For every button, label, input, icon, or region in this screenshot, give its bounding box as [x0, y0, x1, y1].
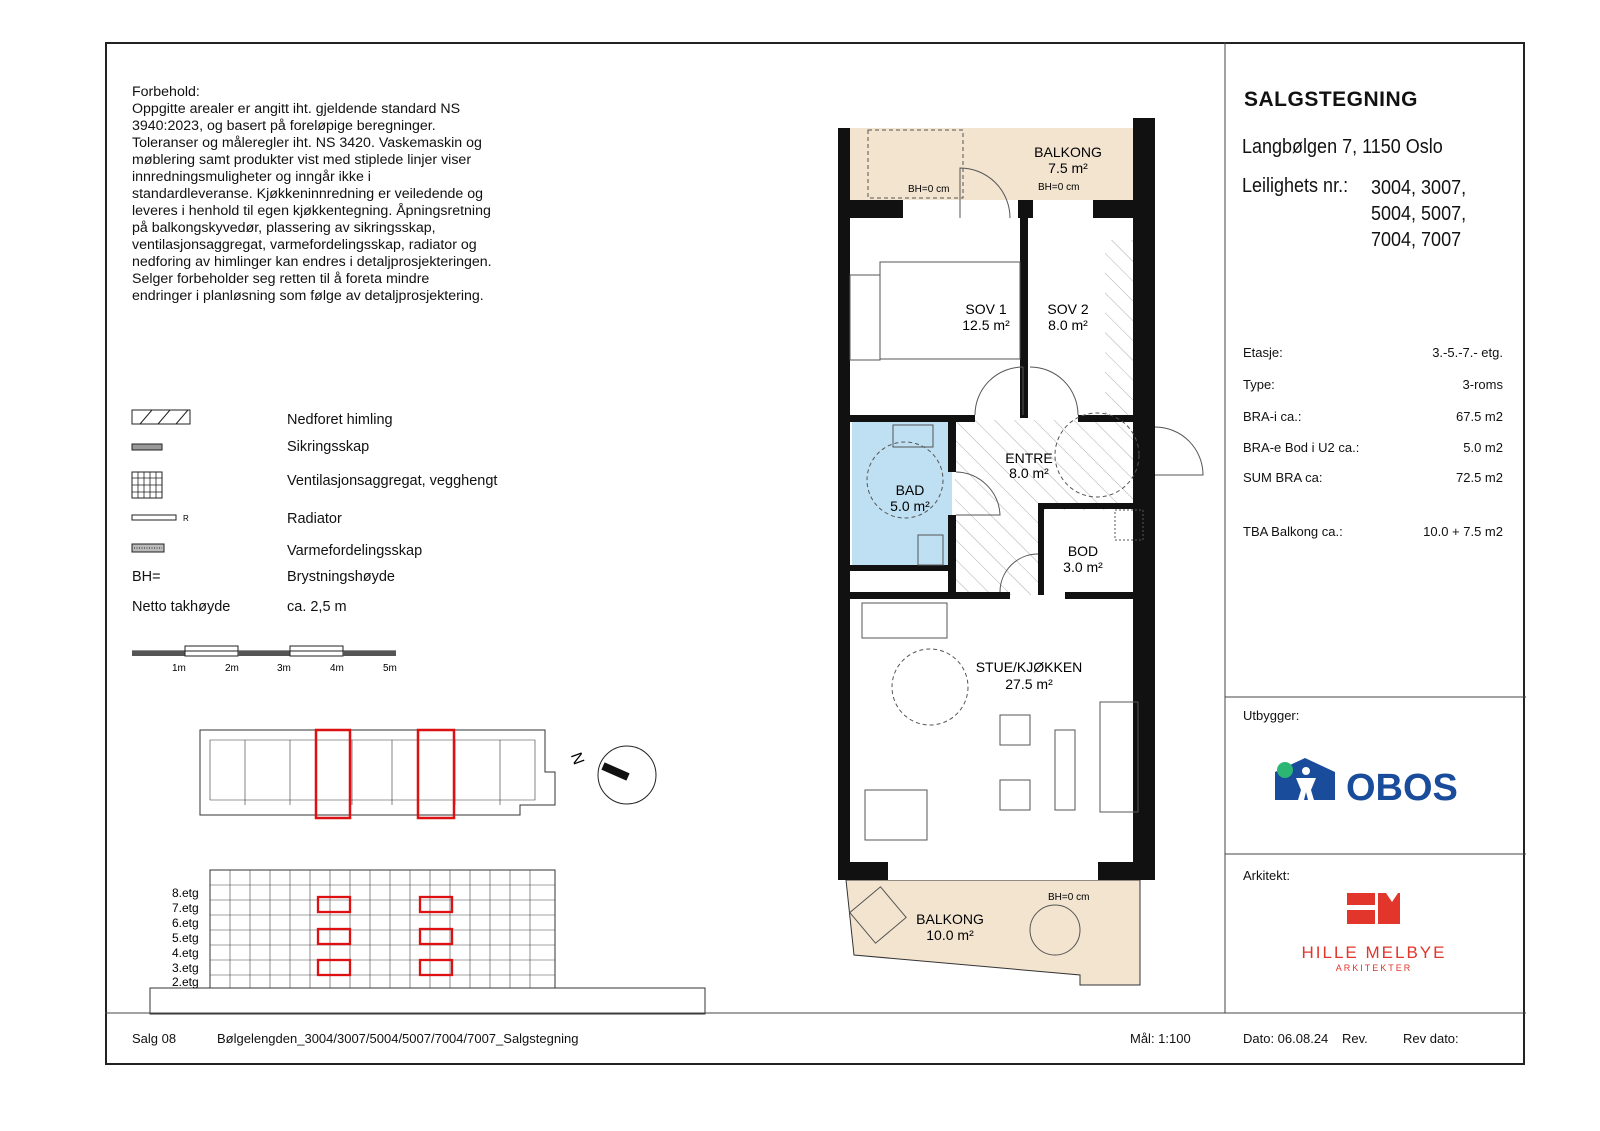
- hille-melbye-logo: [1302, 893, 1447, 973]
- legend-label: ca. 2,5 m: [287, 599, 347, 615]
- fact-value: 72.5 m2: [1456, 470, 1503, 485]
- floor-label: 4.etg: [172, 946, 199, 960]
- floor-label: 6.etg: [172, 916, 199, 930]
- legend-label: Nedforet himling: [287, 412, 393, 428]
- room-area-sov2: 8.0 m²: [1048, 317, 1088, 333]
- room-name-balkong: BALKONG: [916, 911, 984, 927]
- fact-label: Type:: [1243, 377, 1275, 392]
- key-plan: [200, 730, 555, 818]
- scale-label: 2m: [225, 663, 239, 674]
- room-name-sov1: SOV 1: [965, 301, 1007, 317]
- unit-number: 3004, 3007,: [1371, 177, 1467, 199]
- room-area-balkong: 7.5 m²: [1048, 160, 1088, 176]
- fact-label: Etasje:: [1243, 345, 1283, 360]
- disclaimer-body: Oppgitte arealer er angitt iht. gjeldende standard NS 3940:2023, og basert på foreløpige beregninger. Toleranser og måleregler iht. NS 3420. Vaskemaskin og møblering samt produkter vist med stiplede linjer viser innredningsmuligheter og inngår ikke i standardleveranse. Kjøkkeninnredning er veiledende og leveres i henhold til egen kjøkkentegning. Åpningsretning på balkongskyvedør, plassering av sikringsskap, ventilasjonsaggregat, varmefordelingsskap, radiator og nedforing av himlinger kan endres i detaljprosjekteringen. Selger forbeholder seg retten til å foreta mindre endringer i planløsning som følge av detaljprosjektering.: [132, 101, 492, 304]
- scale-bar: [132, 646, 396, 656]
- ventilation-grid-icon: [132, 472, 162, 498]
- fact-value: 5.0 m2: [1463, 440, 1503, 455]
- svg-text:BH=0 cm: BH=0 cm: [1048, 892, 1090, 903]
- room-area-balkong: 10.0 m²: [926, 927, 974, 943]
- revision-date: Rev dato:: [1403, 1031, 1459, 1046]
- floor-label: 7.etg: [172, 901, 199, 915]
- room-area-bad: 5.0 m²: [890, 498, 930, 514]
- sheet-number: Salg 08: [132, 1031, 177, 1046]
- unit-numbers: [1371, 175, 1466, 253]
- heat-distribution-icon: [132, 544, 164, 552]
- sheet-title: SALGSTEGNING: [1244, 88, 1419, 111]
- floor-labels: [172, 886, 199, 989]
- floor-label: 8.etg: [172, 886, 199, 900]
- svg-text:BH=0 cm: BH=0 cm: [908, 184, 950, 195]
- unit-number: 5004, 5007,: [1371, 203, 1467, 225]
- drawing-date: Dato: 06.08.24: [1243, 1031, 1329, 1046]
- address: Langbølgen 7, 1150 Oslo: [1242, 136, 1443, 158]
- revision: Rev.: [1342, 1031, 1368, 1046]
- unit-number: 7004, 7007: [1371, 229, 1462, 251]
- floor-plan: [838, 118, 1203, 985]
- fact-label: BRA-i ca.:: [1243, 409, 1302, 424]
- room-name-bad: BAD: [895, 482, 925, 498]
- drawing-scale: Mål: 1:100: [1130, 1031, 1191, 1046]
- room-name-bod: BOD: [1067, 543, 1099, 559]
- room-name-entre: ENTRE: [1005, 450, 1053, 466]
- legend-label: Radiator: [287, 511, 342, 527]
- fact-value: 3.-5.-7.- etg.: [1432, 345, 1503, 360]
- architect-label: Arkitekt:: [1243, 868, 1290, 883]
- floor-label: 2.etg: [172, 975, 199, 989]
- compass-label: N: [566, 750, 587, 768]
- room-area-entre: 8.0 m²: [1009, 465, 1049, 481]
- room-name-balkong: BALKONG: [1034, 144, 1102, 160]
- disclaimer-title: Forbehold:: [132, 84, 200, 100]
- room-area-sov1: 12.5 m²: [962, 317, 1010, 333]
- fact-value: 10.0 + 7.5 m2: [1423, 524, 1503, 539]
- svg-text:BH=0 cm: BH=0 cm: [1038, 182, 1080, 193]
- room-name-sov2: SOV 2: [1047, 301, 1089, 317]
- legend-label: Ventilasjonsaggregat, vegghengt: [287, 473, 498, 489]
- scale-label: 3m: [277, 663, 291, 674]
- legend-label: Brystningshøyde: [287, 569, 395, 585]
- svg-text:ARKITEKTER: ARKITEKTER: [1335, 963, 1413, 973]
- legend-key: Netto takhøyde: [132, 599, 231, 615]
- fact-value: 3-roms: [1462, 377, 1503, 392]
- svg-text:HILLE MELBYE: HILLE MELBYE: [1301, 943, 1447, 962]
- fact-label: TBA Balkong ca.:: [1243, 524, 1343, 539]
- unit-label: Leilighets nr.:: [1242, 175, 1349, 197]
- floor-label: 3.etg: [172, 961, 199, 975]
- fact-value: 67.5 m2: [1456, 409, 1503, 424]
- room-name-stue: STUE/KJØKKEN: [975, 659, 1083, 675]
- fact-label: BRA-e Bod i U2 ca.:: [1243, 440, 1360, 455]
- svg-text:OBOS: OBOS: [1346, 767, 1458, 809]
- hatched-ceiling-icon: [132, 410, 190, 424]
- floor-label: 5.etg: [172, 931, 199, 945]
- building-elevation: [150, 870, 705, 1014]
- room-area-bod: 3.0 m²: [1063, 559, 1103, 575]
- fact-label: SUM BRA ca:: [1243, 470, 1323, 485]
- legend-key: BH=: [132, 569, 161, 585]
- developer-label: Utbygger:: [1243, 708, 1300, 723]
- scale-label: 4m: [330, 663, 344, 674]
- scale-label: 5m: [383, 663, 397, 674]
- north-arrow-icon: [567, 746, 656, 804]
- svg-text:R: R: [183, 514, 189, 523]
- legend-label: Varmefordelingsskap: [287, 543, 423, 559]
- radiator-icon: [132, 514, 189, 523]
- obos-logo: [1275, 758, 1458, 809]
- legend-label: Sikringsskap: [287, 439, 370, 455]
- room-area-stue: 27.5 m²: [1005, 676, 1053, 692]
- fuse-box-icon: [132, 444, 162, 450]
- file-name: Bølgelengden_3004/3007/5004/5007/7004/7007_Salgstegning: [217, 1031, 579, 1046]
- scale-label: 1m: [172, 663, 186, 674]
